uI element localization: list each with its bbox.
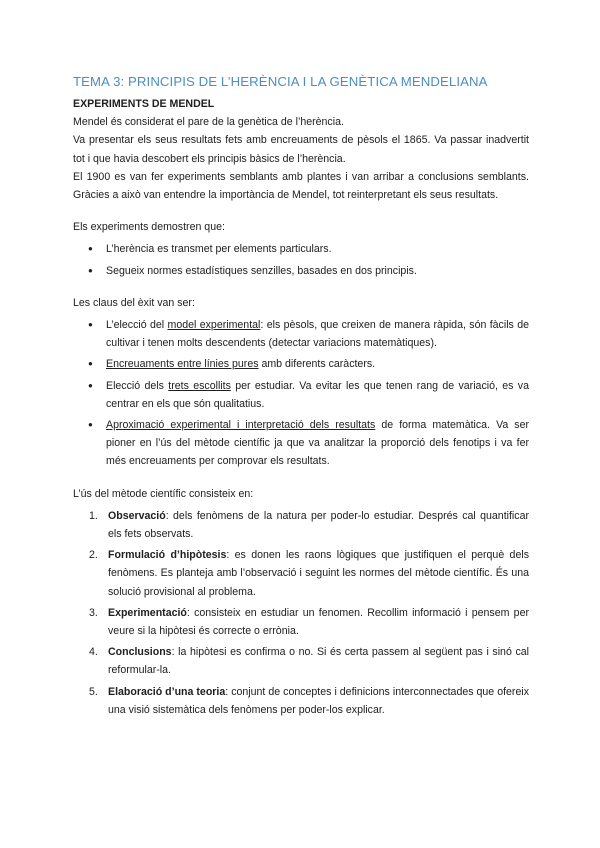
claus-lead: Les claus del èxit van ser: xyxy=(73,296,195,309)
page-title: TEMA 3: PRINCIPIS DE L’HERÈNCIA I LA GENÈTICA MENDELIANA xyxy=(73,74,488,89)
list-item: ● Segueix normes estadístiques senzilles, basades en dos principis. xyxy=(73,262,529,280)
list-item: ● Encreuaments entre línies pures amb diferents caràcters. xyxy=(73,355,529,373)
metode-list xyxy=(73,507,529,719)
numbered-item: 1. Observació: dels fenòmens de la natura per poder-lo estudiar. Després cal quantificar els fets observats. xyxy=(89,509,529,541)
underlined-term: model experimental xyxy=(167,319,261,332)
list-item: ● L’elecció del model experimental: els pèsols, que creixen de manera ràpida, són fàcils de cultivar i tenen molts descendents (detectar variacions matemàtiques). xyxy=(73,316,529,352)
section-heading: EXPERIMENTS DE MENDEL xyxy=(73,98,215,110)
experiments-list xyxy=(73,240,529,279)
step-term: Elaboració d’una teoria xyxy=(108,685,226,698)
step-term: Formulació d’hipòtesis xyxy=(108,549,227,562)
intro-paragraph-1: Mendel és considerat el pare de la genètica de l’herència. xyxy=(73,116,344,129)
underlined-term: Aproximació experimental i interpretació dels resultats xyxy=(106,419,376,432)
metode-lead: L’ús del mètode científic consisteix en: xyxy=(73,487,254,500)
intro-paragraph-2: Va presentar els seus resultats fets amb encreuaments de pèsols el 1865. Va passar inadvertit tot i que havia descobert els principis bàsics de l’herència. xyxy=(73,134,529,165)
claus-list xyxy=(73,316,529,471)
intro-paragraph-3: El 1900 es van fer experiments semblants amb plantes i van arribar a conclusions semblants. Gràcies a això van entendre la importància de Mendel, tot reinterpretant els seus resultats. xyxy=(73,170,529,202)
document-body xyxy=(73,73,529,719)
list-item: ● Elecció dels trets escollits per estudiar. Va evitar les que tenen rang de variació, es va centrar en els que són qualitatius. xyxy=(73,377,529,413)
list-item: ● L’herència es transmet per elements particulars. xyxy=(73,240,529,258)
step-term: Conclusions xyxy=(108,646,172,659)
numbered-item: 2. Formulació d’hipòtesis: es donen les raons lògiques que justifiquen el perquè dels fenòmens. Es planteja amb l’observació i seguint les normes del mètode científic. És una solució provisional al problema. xyxy=(89,549,529,598)
step-term: Experimentació xyxy=(108,606,187,619)
step-term: Observació xyxy=(108,509,166,522)
numbered-item: 3. Experimentació: consisteix en estudiar un fenomen. Recollim informació i pensem per veure si la hipòtesi és correcte o errònia. xyxy=(89,606,529,638)
underlined-term: Encreuaments entre línies pures xyxy=(106,358,259,371)
underlined-term: trets escollits xyxy=(168,379,231,392)
numbered-item: 5. Elaboració d’una teoria: conjunt de conceptes i definicions interconnectades que ofereix una visió sistemàtica dels fenòmens per poder-los explicar. xyxy=(89,685,529,716)
list-item: ● Aproximació experimental i interpretació dels resultats de forma matemàtica. Va ser pioner en l’ús del mètode científic ja que va analitzar la proporció dels fenotips i va fer més encreuaments per comprovar els resultats. xyxy=(73,416,529,471)
experiments-lead: Els experiments demostren que: xyxy=(73,221,225,234)
numbered-item: 4. Conclusions: la hipòtesi es confirma o no. Si és certa passem al següent pas i sinó cal reformular-la. xyxy=(89,646,529,677)
